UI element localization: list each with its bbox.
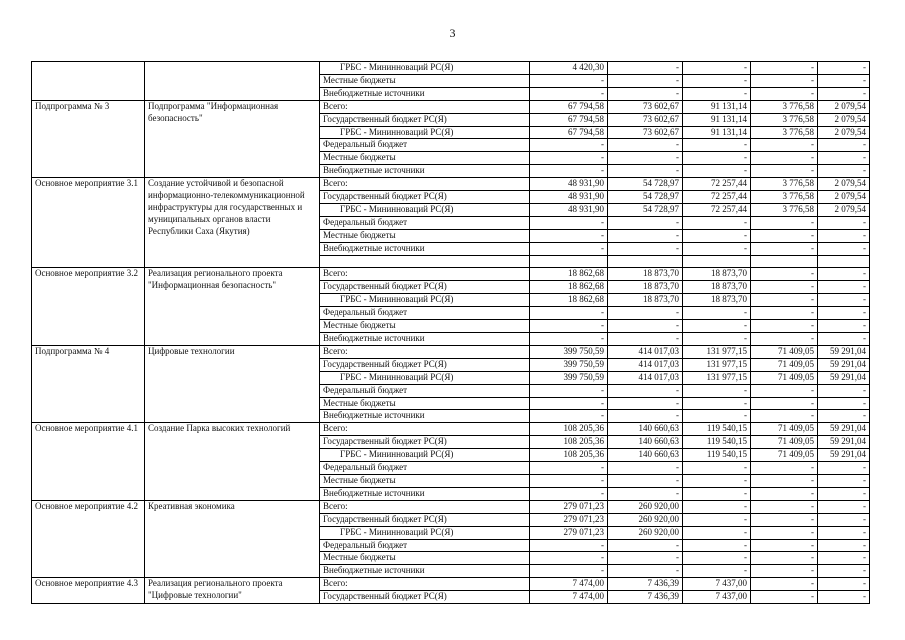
amount-cell-year-5: - <box>818 307 870 320</box>
amount-cell-year-1: - <box>530 462 608 475</box>
amount-cell-year-3: 72 257,44 <box>683 178 751 191</box>
amount-cell-year-4: - <box>751 539 818 552</box>
amount-cell-year-2: 7 436,39 <box>608 578 683 591</box>
amount-cell-year-2: - <box>608 565 683 578</box>
amount-cell-year-5: - <box>818 62 870 75</box>
funding-source-cell: ГРБС - Мининноваций РС(Я) <box>320 126 530 139</box>
amount-cell-year-2: - <box>608 87 683 100</box>
funding-source-cell: ГРБС - Мининноваций РС(Я) <box>320 449 530 462</box>
amount-cell-year-1: 48 931,90 <box>530 178 608 191</box>
amount-cell-year-4: - <box>751 333 818 346</box>
amount-cell-year-2: 73 602,67 <box>608 126 683 139</box>
amount-cell-year-1: - <box>530 410 608 423</box>
amount-cell-year-4: - <box>751 87 818 100</box>
funding-source-cell: ГРБС - Мининноваций РС(Я) <box>320 294 530 307</box>
amount-cell-year-2: - <box>608 320 683 333</box>
amount-cell-year-2: 54 728,97 <box>608 191 683 204</box>
funding-source-cell: ГРБС - Мининноваций РС(Я) <box>320 62 530 75</box>
amount-cell-year-5: - <box>818 320 870 333</box>
amount-cell-year-5: - <box>818 268 870 281</box>
amount-cell-year-4: - <box>751 165 818 178</box>
funding-source-cell: Всего: <box>320 268 530 281</box>
amount-cell-year-1: - <box>530 384 608 397</box>
amount-cell-year-2: 414 017,03 <box>608 345 683 358</box>
amount-cell-year-4: 71 409,05 <box>751 423 818 436</box>
funding-source-cell: Всего: <box>320 345 530 358</box>
amount-cell-year-1: 108 205,36 <box>530 436 608 449</box>
funding-source-cell: Местные бюджеты <box>320 474 530 487</box>
amount-cell-year-1: - <box>530 474 608 487</box>
amount-cell-year-5: - <box>818 384 870 397</box>
amount-cell-year-2 <box>608 255 683 268</box>
amount-cell-year-3: - <box>683 397 751 410</box>
funding-source-cell: Внебюджетные источники <box>320 410 530 423</box>
amount-cell-year-5: 59 291,04 <box>818 345 870 358</box>
amount-cell-year-3: 119 540,15 <box>683 423 751 436</box>
funding-source-cell: Федеральный бюджет <box>320 139 530 152</box>
amount-cell-year-2: 7 436,39 <box>608 591 683 604</box>
table-row <box>32 345 870 358</box>
amount-cell-year-2: - <box>608 384 683 397</box>
amount-cell-year-4: - <box>751 500 818 513</box>
amount-cell-year-3: - <box>683 513 751 526</box>
amount-cell-year-2: 73 602,67 <box>608 100 683 113</box>
amount-cell-year-4: 71 409,05 <box>751 345 818 358</box>
program-cell <box>32 62 145 101</box>
amount-cell-year-1: - <box>530 539 608 552</box>
amount-cell-year-4: - <box>751 139 818 152</box>
activity-name-cell: Подпрограмма "Информационная безопасность" <box>145 100 320 177</box>
amount-cell-year-4: - <box>751 216 818 229</box>
amount-cell-year-3: - <box>683 410 751 423</box>
amount-cell-year-1: - <box>530 397 608 410</box>
amount-cell-year-2: 73 602,67 <box>608 113 683 126</box>
amount-cell-year-1: 279 071,23 <box>530 526 608 539</box>
amount-cell-year-3: 18 873,70 <box>683 281 751 294</box>
activity-name-cell: Реализация регионального проекта "Цифровые технологии" <box>145 578 320 604</box>
amount-cell-year-5: - <box>818 462 870 475</box>
amount-cell-year-3 <box>683 255 751 268</box>
funding-source-cell: Государственный бюджет РС(Я) <box>320 281 530 294</box>
funding-source-cell: Всего: <box>320 178 530 191</box>
amount-cell-year-4: - <box>751 62 818 75</box>
funding-source-cell: Всего: <box>320 500 530 513</box>
funding-source-cell: ГРБС - Мининноваций РС(Я) <box>320 371 530 384</box>
amount-cell-year-4: - <box>751 242 818 255</box>
amount-cell-year-3: - <box>683 565 751 578</box>
amount-cell-year-4 <box>751 255 818 268</box>
amount-cell-year-2: 54 728,97 <box>608 178 683 191</box>
amount-cell-year-4: 3 776,58 <box>751 191 818 204</box>
activity-name-cell: Цифровые технологии <box>145 345 320 422</box>
budget-table-body <box>32 62 870 604</box>
activity-name-cell <box>145 62 320 101</box>
amount-cell-year-2: - <box>608 552 683 565</box>
amount-cell-year-2: - <box>608 307 683 320</box>
amount-cell-year-1: 67 794,58 <box>530 100 608 113</box>
amount-cell-year-2: - <box>608 62 683 75</box>
amount-cell-year-1: 7 474,00 <box>530 591 608 604</box>
amount-cell-year-1: 18 862,68 <box>530 281 608 294</box>
amount-cell-year-4: - <box>751 526 818 539</box>
amount-cell-year-2: 260 920,00 <box>608 513 683 526</box>
amount-cell-year-1: 399 750,59 <box>530 371 608 384</box>
funding-source-cell: ГРБС - Мининноваций РС(Я) <box>320 526 530 539</box>
amount-cell-year-5: 2 079,54 <box>818 191 870 204</box>
amount-cell-year-4: - <box>751 513 818 526</box>
amount-cell-year-3: - <box>683 74 751 87</box>
funding-source-cell: Государственный бюджет РС(Я) <box>320 191 530 204</box>
amount-cell-year-4: 3 776,58 <box>751 113 818 126</box>
amount-cell-year-1: - <box>530 165 608 178</box>
amount-cell-year-2: - <box>608 397 683 410</box>
amount-cell-year-2: 414 017,03 <box>608 358 683 371</box>
amount-cell-year-3: - <box>683 242 751 255</box>
amount-cell-year-1: - <box>530 487 608 500</box>
amount-cell-year-1: 67 794,58 <box>530 113 608 126</box>
amount-cell-year-1: - <box>530 333 608 346</box>
amount-cell-year-5: 59 291,04 <box>818 371 870 384</box>
funding-source-cell: Федеральный бюджет <box>320 216 530 229</box>
amount-cell-year-5: - <box>818 242 870 255</box>
funding-source-cell: Государственный бюджет РС(Я) <box>320 113 530 126</box>
amount-cell-year-3: - <box>683 552 751 565</box>
amount-cell-year-4: - <box>751 307 818 320</box>
amount-cell-year-3: - <box>683 216 751 229</box>
amount-cell-year-5: - <box>818 552 870 565</box>
program-cell: Подпрограмма № 3 <box>32 100 145 177</box>
amount-cell-year-5 <box>818 255 870 268</box>
amount-cell-year-2: - <box>608 139 683 152</box>
amount-cell-year-1: 399 750,59 <box>530 358 608 371</box>
amount-cell-year-4: 71 409,05 <box>751 358 818 371</box>
amount-cell-year-3: 7 437,00 <box>683 591 751 604</box>
amount-cell-year-1: 4 420,30 <box>530 62 608 75</box>
amount-cell-year-2: - <box>608 539 683 552</box>
activity-name-cell: Создание устойчивой и безопасной информационно-телекоммуникационной инфраструктуры для государственных и муниципальных органов власти Республики Саха (Якутия) <box>145 178 320 268</box>
amount-cell-year-2: - <box>608 487 683 500</box>
amount-cell-year-2: 140 660,63 <box>608 436 683 449</box>
program-cell: Подпрограмма № 4 <box>32 345 145 422</box>
amount-cell-year-1: 279 071,23 <box>530 500 608 513</box>
amount-cell-year-3: - <box>683 526 751 539</box>
amount-cell-year-1: - <box>530 552 608 565</box>
amount-cell-year-2: 260 920,00 <box>608 500 683 513</box>
funding-source-cell: Внебюджетные источники <box>320 333 530 346</box>
amount-cell-year-1: 48 931,90 <box>530 191 608 204</box>
amount-cell-year-2: - <box>608 229 683 242</box>
amount-cell-year-3: - <box>683 320 751 333</box>
table-row <box>32 578 870 591</box>
funding-source-cell: Всего: <box>320 100 530 113</box>
amount-cell-year-1: - <box>530 242 608 255</box>
amount-cell-year-5: - <box>818 410 870 423</box>
table-row <box>32 178 870 191</box>
amount-cell-year-5: - <box>818 165 870 178</box>
amount-cell-year-1: 279 071,23 <box>530 513 608 526</box>
amount-cell-year-1: 399 750,59 <box>530 345 608 358</box>
amount-cell-year-1: 18 862,68 <box>530 294 608 307</box>
funding-source-cell: Всего: <box>320 423 530 436</box>
amount-cell-year-3: - <box>683 165 751 178</box>
funding-source-cell: Государственный бюджет РС(Я) <box>320 358 530 371</box>
amount-cell-year-2: 18 873,70 <box>608 268 683 281</box>
funding-source-cell: Внебюджетные источники <box>320 242 530 255</box>
amount-cell-year-5: 2 079,54 <box>818 203 870 216</box>
amount-cell-year-2: - <box>608 216 683 229</box>
funding-source-cell: Всего: <box>320 578 530 591</box>
amount-cell-year-4: - <box>751 294 818 307</box>
amount-cell-year-3: 18 873,70 <box>683 294 751 307</box>
amount-cell-year-4: - <box>751 462 818 475</box>
amount-cell-year-5: - <box>818 87 870 100</box>
amount-cell-year-5: - <box>818 578 870 591</box>
amount-cell-year-5: - <box>818 74 870 87</box>
funding-source-cell: Местные бюджеты <box>320 152 530 165</box>
funding-source-cell: ГРБС - Мининноваций РС(Я) <box>320 203 530 216</box>
amount-cell-year-5: - <box>818 294 870 307</box>
funding-source-cell: Федеральный бюджет <box>320 539 530 552</box>
amount-cell-year-3: - <box>683 333 751 346</box>
funding-source-cell: Местные бюджеты <box>320 229 530 242</box>
program-cell: Основное мероприятие 3.2 <box>32 268 145 345</box>
table-row <box>32 100 870 113</box>
amount-cell-year-4: 3 776,58 <box>751 178 818 191</box>
amount-cell-year-1: 108 205,36 <box>530 423 608 436</box>
amount-cell-year-3: - <box>683 307 751 320</box>
amount-cell-year-5: - <box>818 139 870 152</box>
amount-cell-year-2: - <box>608 462 683 475</box>
amount-cell-year-4: - <box>751 591 818 604</box>
amount-cell-year-3: - <box>683 229 751 242</box>
amount-cell-year-1: 7 474,00 <box>530 578 608 591</box>
amount-cell-year-3: 131 977,15 <box>683 345 751 358</box>
amount-cell-year-5: - <box>818 526 870 539</box>
amount-cell-year-4: 71 409,05 <box>751 371 818 384</box>
amount-cell-year-4: - <box>751 152 818 165</box>
funding-source-cell: Внебюджетные источники <box>320 487 530 500</box>
amount-cell-year-2: - <box>608 242 683 255</box>
table-row <box>32 500 870 513</box>
amount-cell-year-1: 48 931,90 <box>530 203 608 216</box>
amount-cell-year-3: - <box>683 384 751 397</box>
amount-cell-year-1: - <box>530 229 608 242</box>
amount-cell-year-5: 2 079,54 <box>818 113 870 126</box>
amount-cell-year-5: - <box>818 229 870 242</box>
amount-cell-year-5: 59 291,04 <box>818 449 870 462</box>
activity-name-cell: Реализация регионального проекта "Информационная безопасность" <box>145 268 320 345</box>
amount-cell-year-5: - <box>818 216 870 229</box>
amount-cell-year-1: 108 205,36 <box>530 449 608 462</box>
amount-cell-year-2: - <box>608 165 683 178</box>
amount-cell-year-1: - <box>530 139 608 152</box>
funding-source-cell: Местные бюджеты <box>320 397 530 410</box>
amount-cell-year-3: 72 257,44 <box>683 203 751 216</box>
amount-cell-year-3: 91 131,14 <box>683 126 751 139</box>
amount-cell-year-2: - <box>608 410 683 423</box>
funding-source-cell: Местные бюджеты <box>320 320 530 333</box>
amount-cell-year-3: 7 437,00 <box>683 578 751 591</box>
amount-cell-year-2: - <box>608 74 683 87</box>
amount-cell-year-3: - <box>683 462 751 475</box>
amount-cell-year-1: - <box>530 320 608 333</box>
budget-table <box>31 61 870 604</box>
activity-name-cell: Креативная экономика <box>145 500 320 577</box>
amount-cell-year-2: 260 920,00 <box>608 526 683 539</box>
amount-cell-year-3: - <box>683 139 751 152</box>
funding-source-cell: Местные бюджеты <box>320 552 530 565</box>
funding-source-cell: Государственный бюджет РС(Я) <box>320 436 530 449</box>
amount-cell-year-4: 3 776,58 <box>751 203 818 216</box>
amount-cell-year-5: 2 079,54 <box>818 126 870 139</box>
amount-cell-year-4: - <box>751 552 818 565</box>
amount-cell-year-5: 2 079,54 <box>818 178 870 191</box>
amount-cell-year-5: 2 079,54 <box>818 100 870 113</box>
amount-cell-year-3: 18 873,70 <box>683 268 751 281</box>
amount-cell-year-3: 119 540,15 <box>683 436 751 449</box>
page-number: 3 <box>449 26 456 40</box>
program-cell: Основное мероприятие 4.3 <box>32 578 145 604</box>
funding-source-cell: Внебюджетные источники <box>320 87 530 100</box>
amount-cell-year-1: - <box>530 74 608 87</box>
amount-cell-year-4: - <box>751 578 818 591</box>
amount-cell-year-2: - <box>608 152 683 165</box>
funding-source-cell <box>320 255 530 268</box>
amount-cell-year-1 <box>530 255 608 268</box>
amount-cell-year-4: - <box>751 281 818 294</box>
amount-cell-year-5: - <box>818 281 870 294</box>
amount-cell-year-5: - <box>818 591 870 604</box>
amount-cell-year-4: - <box>751 229 818 242</box>
amount-cell-year-5: - <box>818 333 870 346</box>
amount-cell-year-4: - <box>751 384 818 397</box>
amount-cell-year-1: - <box>530 216 608 229</box>
amount-cell-year-5: - <box>818 397 870 410</box>
amount-cell-year-4: 71 409,05 <box>751 436 818 449</box>
amount-cell-year-2: 414 017,03 <box>608 371 683 384</box>
amount-cell-year-5: - <box>818 513 870 526</box>
funding-source-cell: Внебюджетные источники <box>320 565 530 578</box>
amount-cell-year-4: - <box>751 268 818 281</box>
amount-cell-year-3: 131 977,15 <box>683 371 751 384</box>
funding-source-cell: Федеральный бюджет <box>320 307 530 320</box>
amount-cell-year-5: - <box>818 487 870 500</box>
amount-cell-year-5: - <box>818 539 870 552</box>
amount-cell-year-1: 67 794,58 <box>530 126 608 139</box>
table-row <box>32 423 870 436</box>
amount-cell-year-1: - <box>530 307 608 320</box>
amount-cell-year-5: - <box>818 500 870 513</box>
amount-cell-year-3: - <box>683 487 751 500</box>
amount-cell-year-3: - <box>683 62 751 75</box>
amount-cell-year-3: - <box>683 474 751 487</box>
amount-cell-year-5: - <box>818 474 870 487</box>
amount-cell-year-2: 140 660,63 <box>608 423 683 436</box>
amount-cell-year-5: 59 291,04 <box>818 358 870 371</box>
funding-source-cell: Государственный бюджет РС(Я) <box>320 591 530 604</box>
amount-cell-year-2: 54 728,97 <box>608 203 683 216</box>
amount-cell-year-3: 91 131,14 <box>683 100 751 113</box>
funding-source-cell: Внебюджетные источники <box>320 165 530 178</box>
amount-cell-year-5: 59 291,04 <box>818 423 870 436</box>
amount-cell-year-3: - <box>683 152 751 165</box>
amount-cell-year-3: 72 257,44 <box>683 191 751 204</box>
amount-cell-year-4: - <box>751 397 818 410</box>
amount-cell-year-1: 18 862,68 <box>530 268 608 281</box>
amount-cell-year-4: 3 776,58 <box>751 100 818 113</box>
program-cell: Основное мероприятие 3.1 <box>32 178 145 268</box>
amount-cell-year-2: - <box>608 333 683 346</box>
amount-cell-year-3: 91 131,14 <box>683 113 751 126</box>
amount-cell-year-4: - <box>751 565 818 578</box>
amount-cell-year-4: - <box>751 410 818 423</box>
amount-cell-year-2: 18 873,70 <box>608 281 683 294</box>
amount-cell-year-4: 71 409,05 <box>751 449 818 462</box>
program-cell: Основное мероприятие 4.1 <box>32 423 145 500</box>
amount-cell-year-3: - <box>683 87 751 100</box>
amount-cell-year-3: 131 977,15 <box>683 358 751 371</box>
amount-cell-year-4: 3 776,58 <box>751 126 818 139</box>
amount-cell-year-4: - <box>751 487 818 500</box>
amount-cell-year-3: - <box>683 500 751 513</box>
amount-cell-year-1: - <box>530 152 608 165</box>
program-cell: Основное мероприятие 4.2 <box>32 500 145 577</box>
amount-cell-year-1: - <box>530 87 608 100</box>
amount-cell-year-2: - <box>608 474 683 487</box>
amount-cell-year-4: - <box>751 74 818 87</box>
amount-cell-year-5: - <box>818 565 870 578</box>
amount-cell-year-5: 59 291,04 <box>818 436 870 449</box>
activity-name-cell: Создание Парка высоких технологий <box>145 423 320 500</box>
amount-cell-year-4: - <box>751 474 818 487</box>
amount-cell-year-2: 18 873,70 <box>608 294 683 307</box>
table-row <box>32 62 870 75</box>
funding-source-cell: Федеральный бюджет <box>320 462 530 475</box>
funding-source-cell: Государственный бюджет РС(Я) <box>320 513 530 526</box>
amount-cell-year-3: 119 540,15 <box>683 449 751 462</box>
amount-cell-year-4: - <box>751 320 818 333</box>
table-row <box>32 268 870 281</box>
amount-cell-year-3: - <box>683 539 751 552</box>
amount-cell-year-2: 140 660,63 <box>608 449 683 462</box>
funding-source-cell: Федеральный бюджет <box>320 384 530 397</box>
amount-cell-year-1: - <box>530 565 608 578</box>
amount-cell-year-5: - <box>818 152 870 165</box>
funding-source-cell: Местные бюджеты <box>320 74 530 87</box>
